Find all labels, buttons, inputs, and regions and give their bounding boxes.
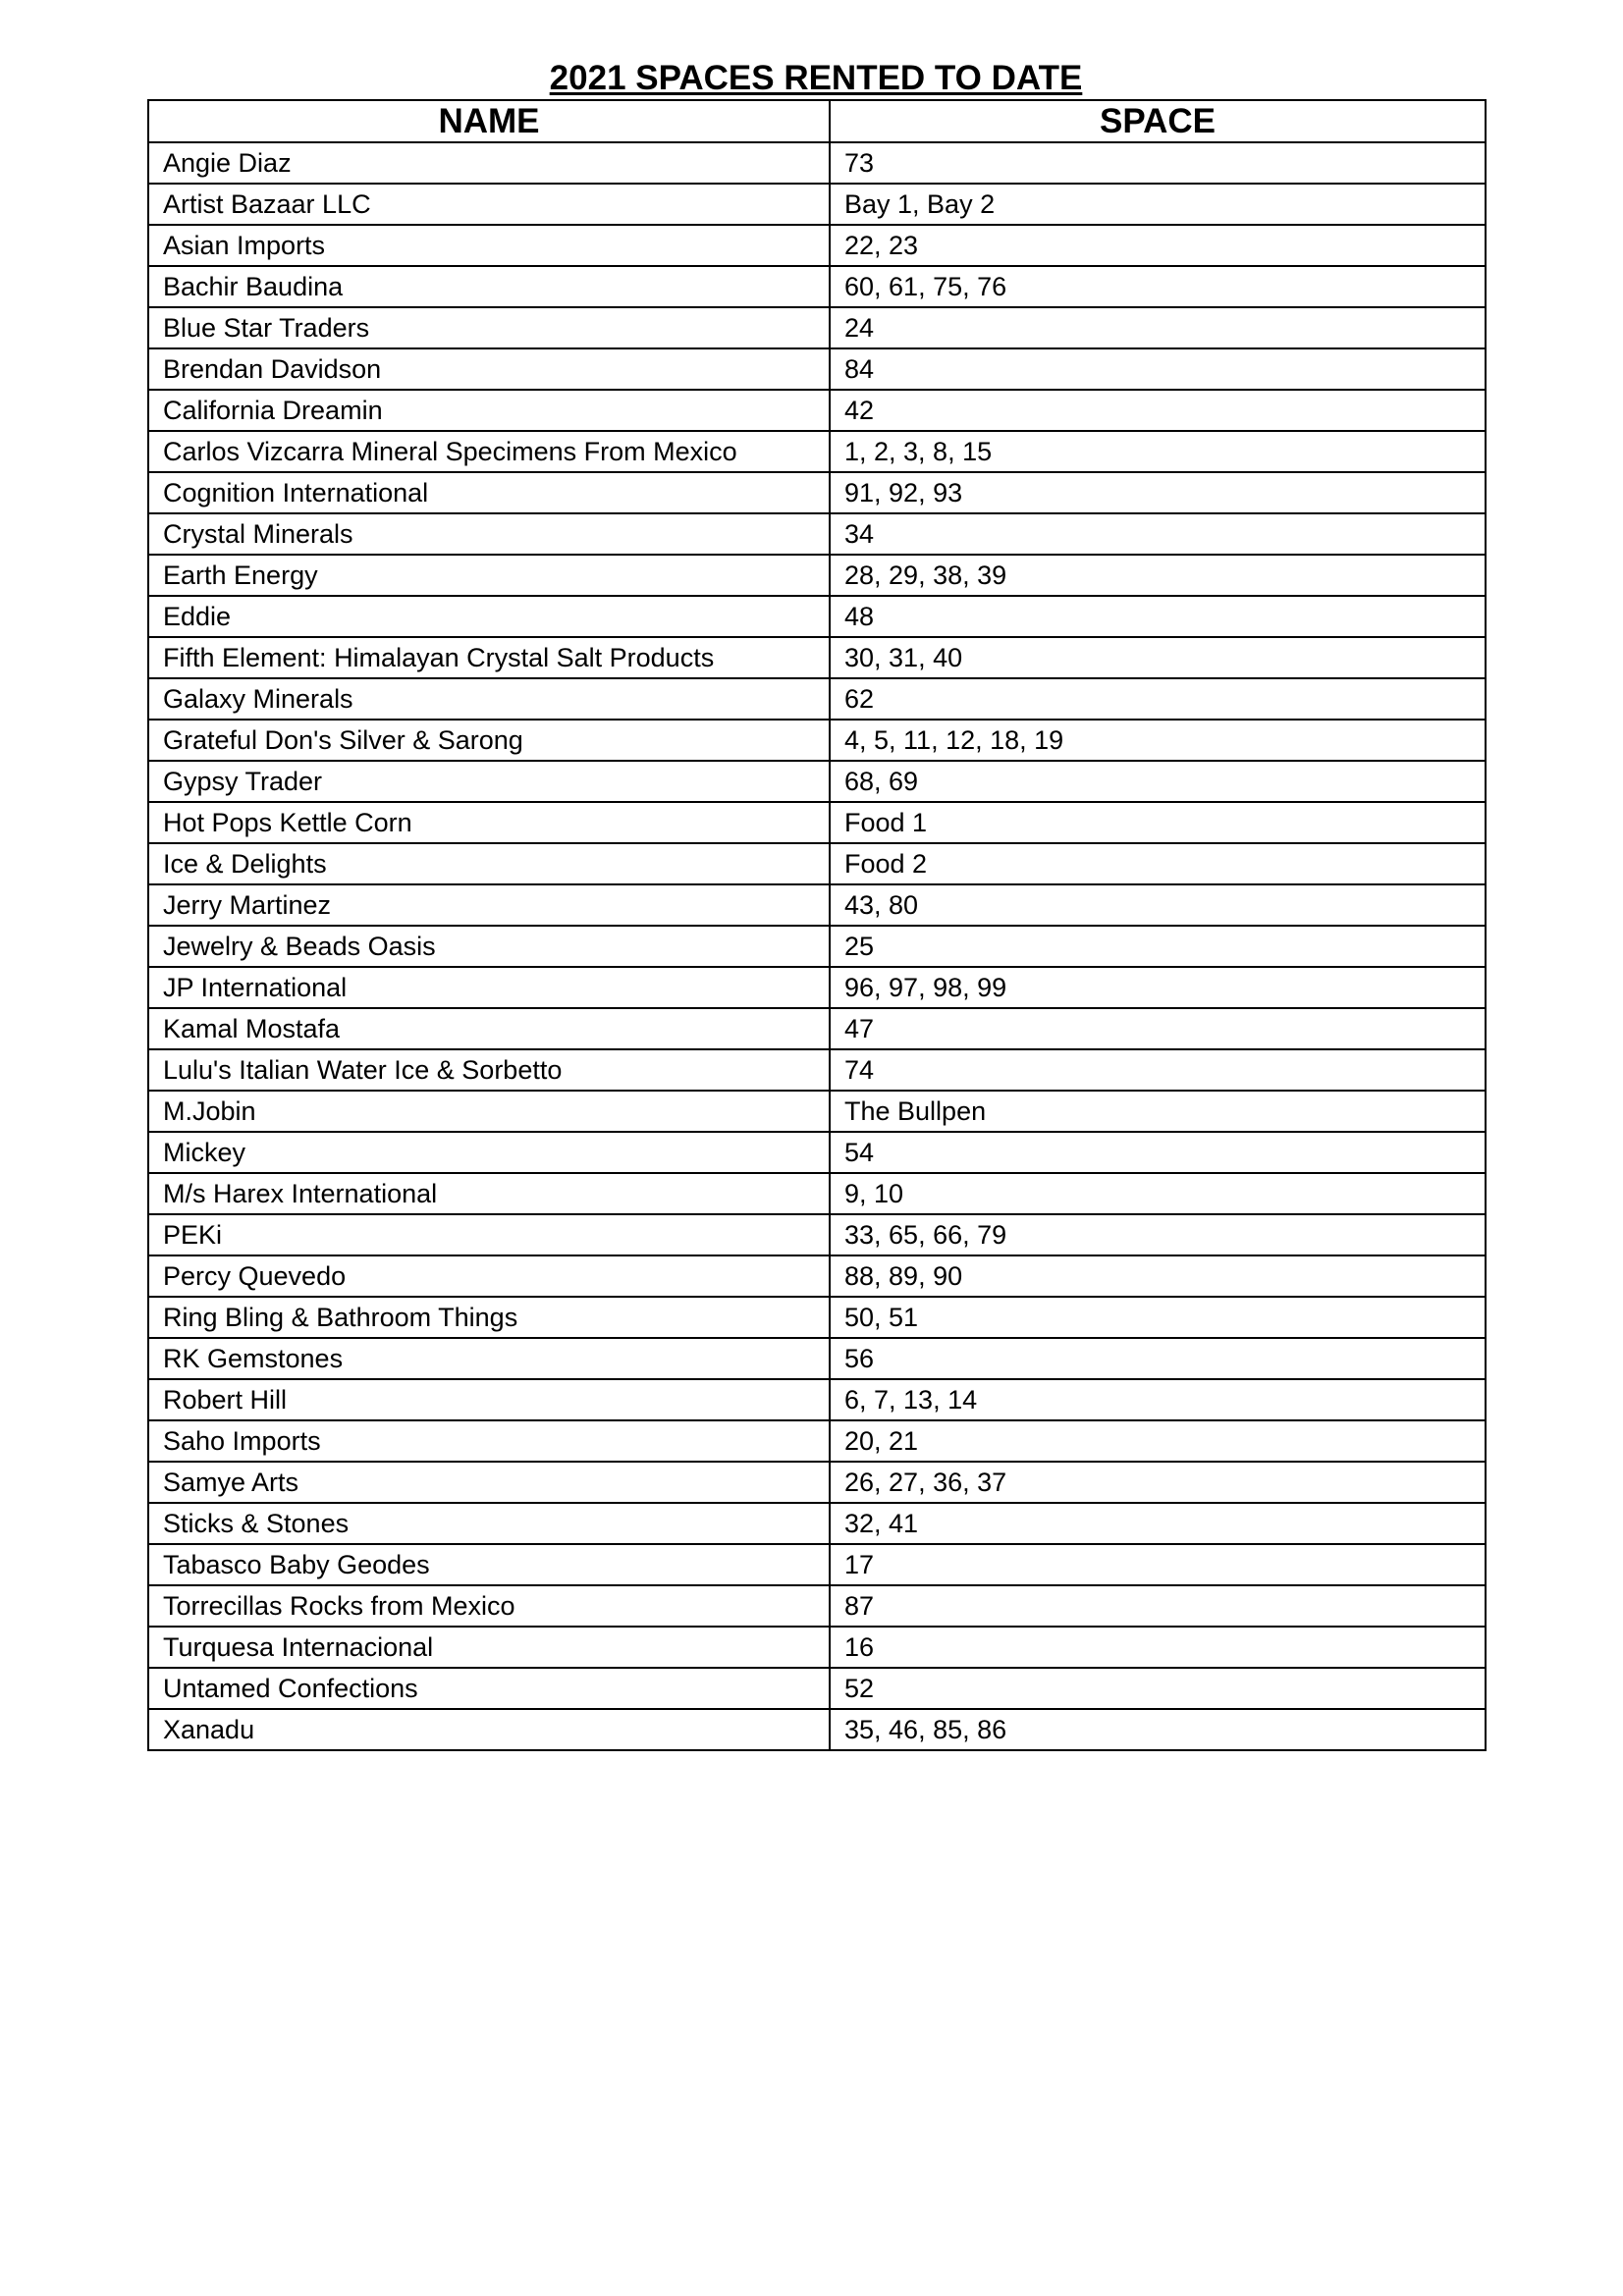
cell-name: Asian Imports [148,225,830,266]
cell-name: Earth Energy [148,555,830,596]
cell-name: Xanadu [148,1709,830,1750]
cell-name: Saho Imports [148,1420,830,1462]
cell-space: 34 [830,513,1486,555]
cell-space: 68, 69 [830,761,1486,802]
cell-space: 60, 61, 75, 76 [830,266,1486,307]
spaces-table [147,99,1487,1751]
cell-space: 87 [830,1585,1486,1627]
cell-name: Grateful Don's Silver & Sarong [148,720,830,761]
cell-space: 47 [830,1008,1486,1049]
cell-name: Carlos Vizcarra Mineral Specimens From Mexico [148,431,830,472]
table-row [148,1091,1486,1132]
cell-space: 35, 46, 85, 86 [830,1709,1486,1750]
table-row [148,1668,1486,1709]
cell-space: 1, 2, 3, 8, 15 [830,431,1486,472]
table-row [148,1008,1486,1049]
cell-space: 84 [830,348,1486,390]
table-row [148,184,1486,225]
cell-space: Food 2 [830,843,1486,884]
table-row [148,1503,1486,1544]
cell-name: Lulu's Italian Water Ice & Sorbetto [148,1049,830,1091]
cell-name: Untamed Confections [148,1668,830,1709]
cell-name: Fifth Element: Himalayan Crystal Salt Products [148,637,830,678]
table-row [148,596,1486,637]
table-row [148,1173,1486,1214]
cell-name: Torrecillas Rocks from Mexico [148,1585,830,1627]
table-row [148,225,1486,266]
column-header-space: SPACE [830,100,1486,142]
cell-name: Turquesa Internacional [148,1627,830,1668]
cell-name: Blue Star Traders [148,307,830,348]
table-row [148,555,1486,596]
cell-name: Angie Diaz [148,142,830,184]
cell-name: Eddie [148,596,830,637]
cell-space: 96, 97, 98, 99 [830,967,1486,1008]
cell-space: 56 [830,1338,1486,1379]
table-row [148,1462,1486,1503]
cell-name: Artist Bazaar LLC [148,184,830,225]
table-row [148,761,1486,802]
cell-name: Hot Pops Kettle Corn [148,802,830,843]
table-row [148,390,1486,431]
table-row [148,802,1486,843]
table-row [148,1297,1486,1338]
cell-name: Cognition International [148,472,830,513]
cell-space: 32, 41 [830,1503,1486,1544]
cell-name: PEKi [148,1214,830,1255]
cell-space: 33, 65, 66, 79 [830,1214,1486,1255]
table-row [148,1709,1486,1750]
cell-space: 43, 80 [830,884,1486,926]
table-row [148,720,1486,761]
cell-name: Gypsy Trader [148,761,830,802]
cell-space: 48 [830,596,1486,637]
table-row [148,1338,1486,1379]
table-row [148,513,1486,555]
cell-name: Samye Arts [148,1462,830,1503]
table-row [148,1255,1486,1297]
table-row [148,348,1486,390]
table-row [148,1214,1486,1255]
cell-space: 22, 23 [830,225,1486,266]
cell-space: 88, 89, 90 [830,1255,1486,1297]
cell-space: 62 [830,678,1486,720]
table-row [148,843,1486,884]
cell-name: Sticks & Stones [148,1503,830,1544]
cell-space: Bay 1, Bay 2 [830,184,1486,225]
cell-space: 42 [830,390,1486,431]
table-row [148,678,1486,720]
table-row [148,1132,1486,1173]
cell-space: 54 [830,1132,1486,1173]
cell-name: Robert Hill [148,1379,830,1420]
table-row [148,1585,1486,1627]
cell-space: 17 [830,1544,1486,1585]
cell-name: Percy Quevedo [148,1255,830,1297]
cell-space: 52 [830,1668,1486,1709]
table-row [148,266,1486,307]
cell-space: 73 [830,142,1486,184]
column-header-name: NAME [148,100,830,142]
cell-space: 16 [830,1627,1486,1668]
cell-space: 91, 92, 93 [830,472,1486,513]
cell-space: 4, 5, 11, 12, 18, 19 [830,720,1486,761]
cell-name: Mickey [148,1132,830,1173]
cell-name: California Dreamin [148,390,830,431]
cell-space: 6, 7, 13, 14 [830,1379,1486,1420]
cell-space: 26, 27, 36, 37 [830,1462,1486,1503]
cell-name: Ice & Delights [148,843,830,884]
cell-space: The Bullpen [830,1091,1486,1132]
document-title: 2021 SPACES RENTED TO DATE [549,59,1083,97]
cell-space: 74 [830,1049,1486,1091]
cell-name: JP International [148,967,830,1008]
table-row [148,1420,1486,1462]
table-row [148,884,1486,926]
table-row [148,431,1486,472]
cell-space: 30, 31, 40 [830,637,1486,678]
table-row [148,142,1486,184]
cell-name: Jewelry & Beads Oasis [148,926,830,967]
table-row [148,1627,1486,1668]
table-row [148,307,1486,348]
table-row [148,1379,1486,1420]
cell-space: 28, 29, 38, 39 [830,555,1486,596]
cell-space: 25 [830,926,1486,967]
cell-space: 50, 51 [830,1297,1486,1338]
table-row [148,637,1486,678]
cell-name: Kamal Mostafa [148,1008,830,1049]
table-row [148,1049,1486,1091]
cell-space: 9, 10 [830,1173,1486,1214]
table-header-row [148,100,1486,142]
table-body [148,142,1486,1750]
cell-name: Crystal Minerals [148,513,830,555]
table-row [148,926,1486,967]
table-row [148,967,1486,1008]
cell-name: Ring Bling & Bathroom Things [148,1297,830,1338]
cell-name: Tabasco Baby Geodes [148,1544,830,1585]
cell-name: Galaxy Minerals [148,678,830,720]
cell-space: 24 [830,307,1486,348]
cell-name: Brendan Davidson [148,348,830,390]
cell-name: Bachir Baudina [148,266,830,307]
cell-name: M.Jobin [148,1091,830,1132]
cell-space: Food 1 [830,802,1486,843]
cell-name: Jerry Martinez [148,884,830,926]
table-row [148,472,1486,513]
table-row [148,1544,1486,1585]
cell-space: 20, 21 [830,1420,1486,1462]
cell-name: RK Gemstones [148,1338,830,1379]
cell-name: M/s Harex International [148,1173,830,1214]
